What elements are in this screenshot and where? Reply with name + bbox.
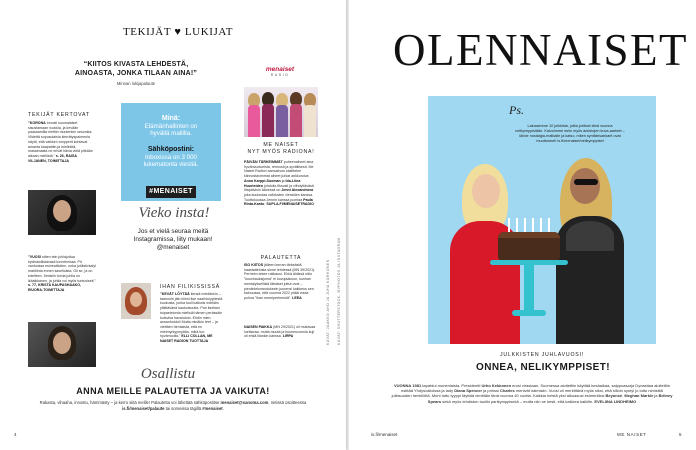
article-body-run-5: ja prinssi [482,388,501,394]
header-part2: LUKIJAT [184,26,234,38]
ps-text [515,124,625,144]
article-body-run-3: erosi virastaan, Suomessa aloitettiin käyttää kesäaikaa, saippuasarja Dynastiaa aloitettiin esittää Yhdysvalloissa ja lady [401,383,670,394]
article-body-run-13: sekä myös lehdiston tuuliki parikymppisekä – mutta niin se kesti- että kaikkea kaikille. [441,398,595,404]
palautetta-para2-run-1: (MN 29/2021) oli mukavaa luettavaa, mutta muuta ja kuuneuvonnia kuji oli ehkä liiankin kanssa. [244,325,316,339]
radio-text [244,160,318,246]
article-body-run-14: EVELIINA LINDHEIMO [594,398,637,404]
radio-heading [244,142,318,155]
photo-credit: KUVAT: SHUTTERSTOCK, MVPHOTOS JA INSTAGRAM [337,237,341,345]
author-photo-krista [28,322,96,367]
article-body [391,383,673,425]
sahkoposti-text: Inboxissa on 3 000 lukematonta viestiä. [143,153,199,169]
palautetta-para2-run-0: NAISEN PAIKKA [244,325,273,329]
tekijat-para1 [28,121,96,185]
palautetta-heading: PALAUTETTA [260,255,302,261]
ps-script: Ps. [509,103,524,117]
article-body-run-0: VUONNA 1981 [393,383,422,388]
elli-collan-photo [121,283,151,319]
radio-text-run-1: puheenaiheet aina hyvänvuolueista, rennosti ja syvällisesti. Me Naiset Radion aamushow käsittelee kiinnostavimmat aiheet juhlat ankkuroiva [244,160,314,179]
osallistu-script: Osallistu [140,366,196,382]
right-page-number: 5 [679,432,682,437]
article-body-run-2: Urho Kekkonen [481,383,512,388]
radio-logo-bottom: RADIO [270,73,290,77]
radio-text-run-4: Ida-Liina Huurteiden [244,178,301,188]
left-page [0,0,346,450]
radio-logo [257,66,303,84]
article-body-run-1: tapahtui monenlaista. Presidentti [421,383,482,388]
sahkoposti-heading: Sähköpostini: [147,145,195,153]
palautetta-para2 [244,325,318,353]
author-photo-raisa [28,190,96,235]
section-title: OLENNAISET [393,25,688,75]
tekijat-para2-run-1: sitten tein juhlajuttua epäinäollistavasti tunnelmissa. Pit vanhoissa esineaitioiten, unka juhlistivkaiyl mahtiinta ennen savelioista. Oli se, ja on edelleen. Ihmisiin torvia juhlia on ikäaikkanen, ja juhlia voi myös tuntuviseit.” [28,255,96,283]
tekijat-heading: TEKIJÄT KERTOVAT [28,112,90,118]
radio-heading2: NYT MYÖS RADIONA! [247,148,315,155]
left-footer-site: is.fi/menaiset [371,432,398,437]
palautetta-para2-run-2: LIRPA [282,334,294,339]
side-credit: KUVAT: JAAKKO AHO JA JUHA KORHONEN [326,259,330,345]
radio-text-run-6: Jenni Alexandrova [281,188,314,193]
radio-text-run-2: Anna Karppi-Suoman [244,178,281,183]
palautetta-para1-run-1: jälleen kerran tärkeästä haastattelusta sinne lehdessä (MN 39/2021). Perheen tekee rakkausi. Ehkä äidissä näin ”kouvirauksijoma” ei kovojaakoon, kunhan mentaiyksellisiä tätsäset juttut ovat – pieniinlekoneutuksein juurensi kaikkeus sen kainuussa, että vuonna 2022 pitää voida puhua ”ihan normiperheestä”. [244,263,316,300]
right-footer-label: ME NAISET [617,432,647,437]
palautetta-para1-run-0: ISO KIITOS [244,263,264,267]
feedback-hashtag: #menaiset [202,405,223,411]
radio-text-run-3: ja [280,178,286,183]
ps-text-run-0: Lainasimme 10 julkkista, joilta juhlivat tänä vuonna nelikymppisiään. Kaivoimme esiin myös arkistojen kuva-aarteet – lähde nostalgia-matkalle ja katso, miten synttärisankarit ovat muuttuneet! is.fi/menaiset/nelikymppiset [515,124,625,143]
instagram-script: Vieko insta! [138,205,210,221]
reader-quote [66,61,206,86]
instagram-text: Jos et vielä seuraa meitä Instagramissa, liity mukaan! @menaiset [133,228,213,251]
filikis-text-top [160,292,224,344]
hashtag-box: #MENAISET [146,186,196,198]
feedback-text1: Rakasta, vihaaha, innostu, hämmästy – ja kerro siitä meille! Palautetta voi lähettää sähköpostitse [39,400,221,405]
tekijat-header [118,26,238,38]
article-body-run-10: Meghan Markle [624,393,654,399]
radio-text-run-9: . [264,202,267,207]
radio-text-run-5: johdolla fiksusti ja viihdyttävästi. Iltapäivisin äänessä on [244,183,315,193]
article-body-run-12: Britney Spears [427,393,673,404]
header-part1: TEKIJÄT [122,26,171,38]
feedback-text3: tai someissa tägillä [164,405,203,411]
radio-heading1: ME NAISET [263,142,299,148]
feedback-text [30,400,316,412]
palautetta-para1-run-2: LEEA [291,295,302,300]
mina-heading: Minä: [161,115,181,122]
feedback-url-link[interactable]: is.fi/menaiset/palaute [122,405,165,411]
filikis-text-top-run-0: ”KEVÄT LÖYTÄÄ [160,292,190,296]
feedback-heading: ANNA MEILLE PALAUTETTA JA VAIKUTA! [76,386,270,396]
filikis-heading: IHAN FILIKISSISSÄ [160,284,221,290]
tekijat-para2-run-0: ”VUOSI [28,255,41,259]
palautetta-para1 [244,263,318,320]
tekijat-para2-run-2: s. 77, KRISTA KAUPASHAAKO, EIUORA-TOIMITTAJA [28,283,82,292]
feedback-email-link[interactable]: menaiset@sanoma.com [220,400,269,405]
left-page-number: 4 [14,432,17,437]
feedback-text4: . [222,405,224,411]
radio-hosts-photo [244,87,318,137]
tekijat-para1-run-2: s. 26, RAISA VILJANEN, TOIMITTAJA [28,153,77,163]
filikis-text-top-run-1: itensä meidänkin – taannoin jäin kiinni itse naarhiuiyydestä kuokusta, jonka tuuli kalkuisi edelläin yllättävänä kaukoisuutta. Pari itsellani toipaeletonta mielisiä hämen perässäin kutsvisa havanduin. Ehdin mien ansanhoidot! Mutta minäkin teet – ja viettäen hirmiaista, että en mielmyrkyymyään, mikä tuo hyvämoolia.” [160,292,223,339]
radio-text-run-8: Paula Rinta-Kanto [244,197,313,207]
feedback-text2: , netissä osoitteessa [268,400,307,405]
article-body-run-11: ja [653,393,659,399]
heart-icon: ♥ [174,26,182,38]
tekijat-para1-run-0: ”KORONA [28,121,46,125]
article-body-run-6: Charles [500,388,515,394]
radio-text-run-0: PÄIVÄN TÄRKEIMMÄT [244,160,283,164]
article-body-run-8: Beyoncé [605,393,623,399]
radio-logo-top: menaiset [265,66,295,73]
quote-source: Minnan lukijapalaute [116,81,156,87]
radio-text-run-10: SUPLA.FI/MENAISETRADIO [266,202,314,207]
radio-text-run-7: joka kuulostaa vaihtuvien vieraiden kanssa. Tuuttukuussa Jennin kanssa juontaa [244,192,314,202]
mina-text: Elämänhallinten on hyvällä mallilla. [144,123,198,138]
article-body-run-4: Diana Spencer [454,388,483,394]
quote-text: “KIITOS KIVASTA LEHDESTÄ, AINOASTA, JONKA TILAAN AINA!” [74,61,198,77]
article-body-run-9: , [622,393,625,399]
article-body-run-7: menivät naimisiin. Vuosi oli merkittävä myös siksi, että silloin syntyi jo tuttu nimisiltä julkisuuden henkilöitä. Moni tuttu tyyppi täyttää nimittäin tänä vuonna 40 vuotta. Kaikkia heistä yksi alkuasusi esimerkiksi [391,388,663,399]
headline: ONNEA, NELIKYMPPISET! [476,362,610,373]
filikis-text-top-run-2: ELLI COLLAN, ME NAISET RADION TUOTTAJA [160,334,213,344]
kicker: JULKKISTEN JUHLAVUOSI! [499,352,585,358]
tekijat-para1-run-1: innosti suomalaiset sisustamaan ruokkia, ja kevään paasaamilla elettiin muutenkin sesonkia. Viidettä sopusoiaisia kierrätyspaimenia näytti, että vaikkei rompperit kohtavat amanta kaapattiin.ja mieliniitä, masalmasta ne erivät hävia vielä pitkään aikaan mieliistä.” [28,121,93,158]
tekijat-para2 [28,255,96,317]
right-page [337,0,696,450]
